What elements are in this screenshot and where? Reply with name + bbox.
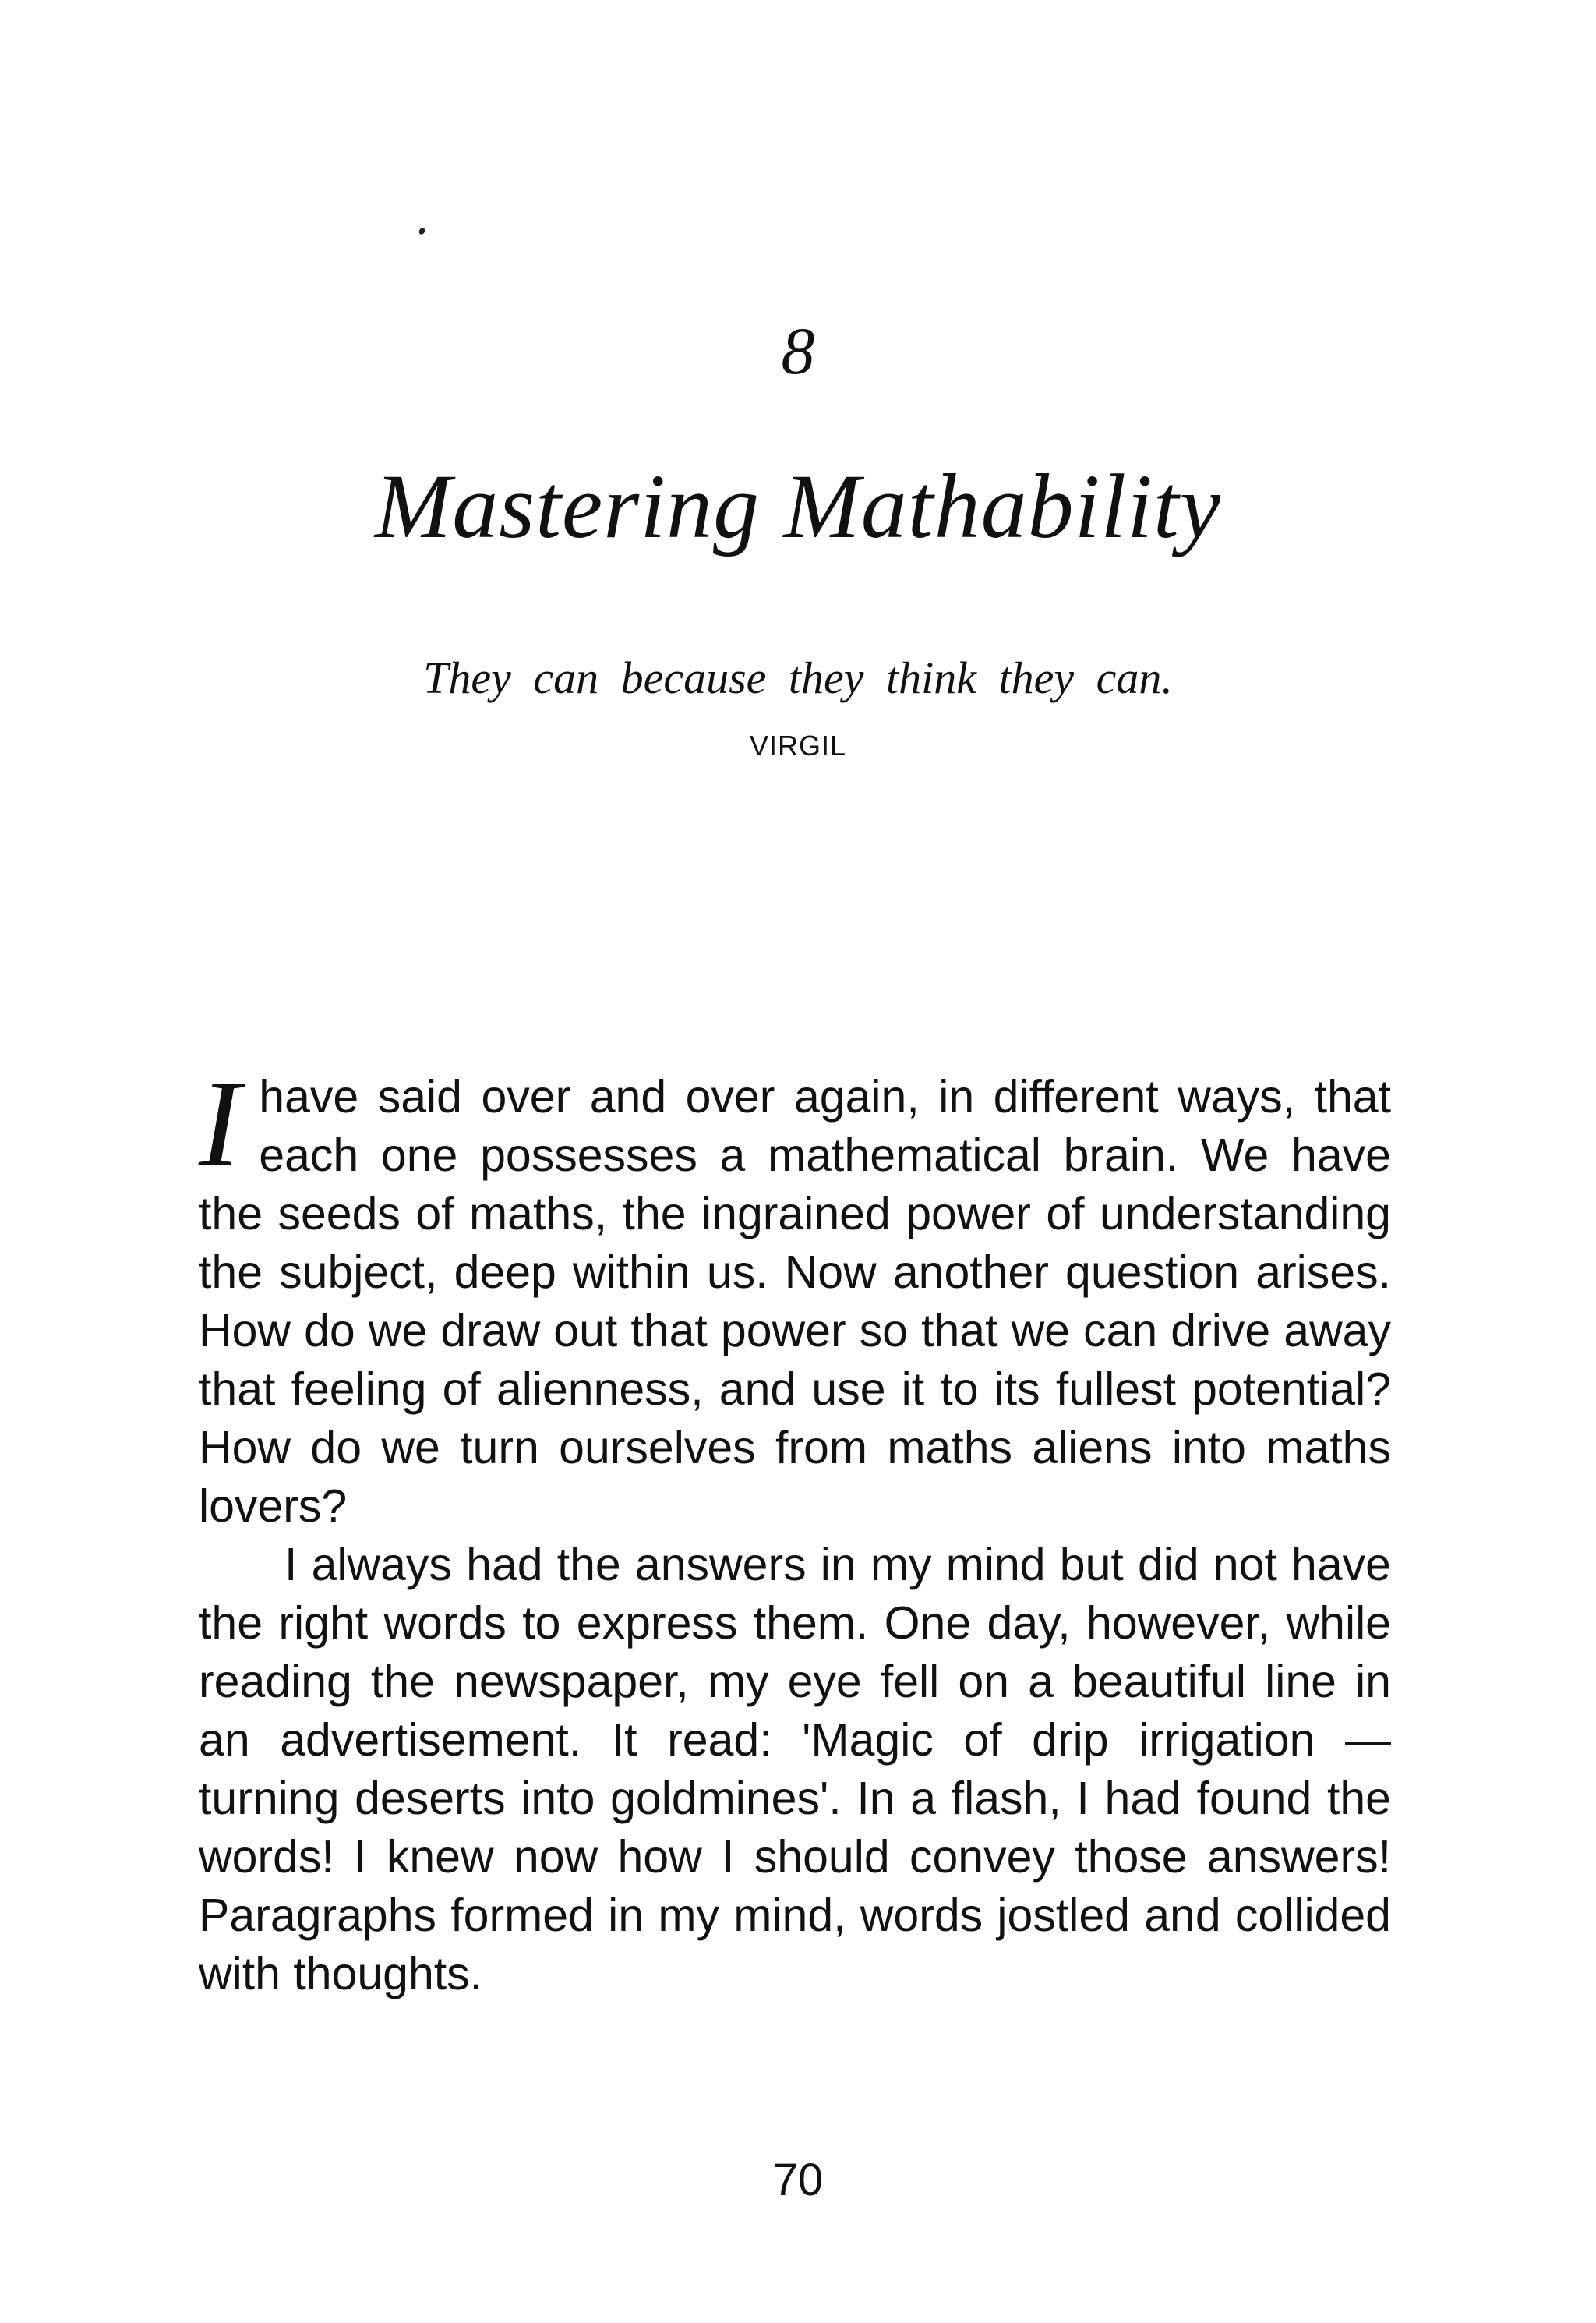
chapter-number: 8 [781, 313, 815, 388]
page-number: 70 [772, 2155, 824, 2205]
body-text [199, 1054, 1391, 2003]
epigraph-quote: They can because they think they can. [423, 652, 1173, 703]
paragraph-1: Ihave said over and over again, in different ways, that each one possesses a mathematical brain. We have the seeds of maths, the ingrained power of understanding the subject, deep within us. Now another question arises. How do we draw out that power so that we can drive away that feeling of alienness, and use it to its fullest potential? How do we turn ourselves from maths aliens into maths lovers? [199, 1054, 1391, 1532]
chapter-title: Mastering Mathability [374, 455, 1222, 557]
epigraph-author: VIRGIL [749, 730, 847, 762]
paragraph-2: I always had the answers in my mind but did not have the right words to express them. One day, however, while reading the newspaper, my eye fell on a beautiful line in an advertisement. It read: 'Magic of drip irrigation — turning deserts into goldmines'. In a flash, I had found the words! I knew now how I should convey those answers! Paragraphs formed in my mind, words jostled and collided with thoughts. [199, 1539, 1391, 1999]
ink-speck [418, 227, 426, 235]
